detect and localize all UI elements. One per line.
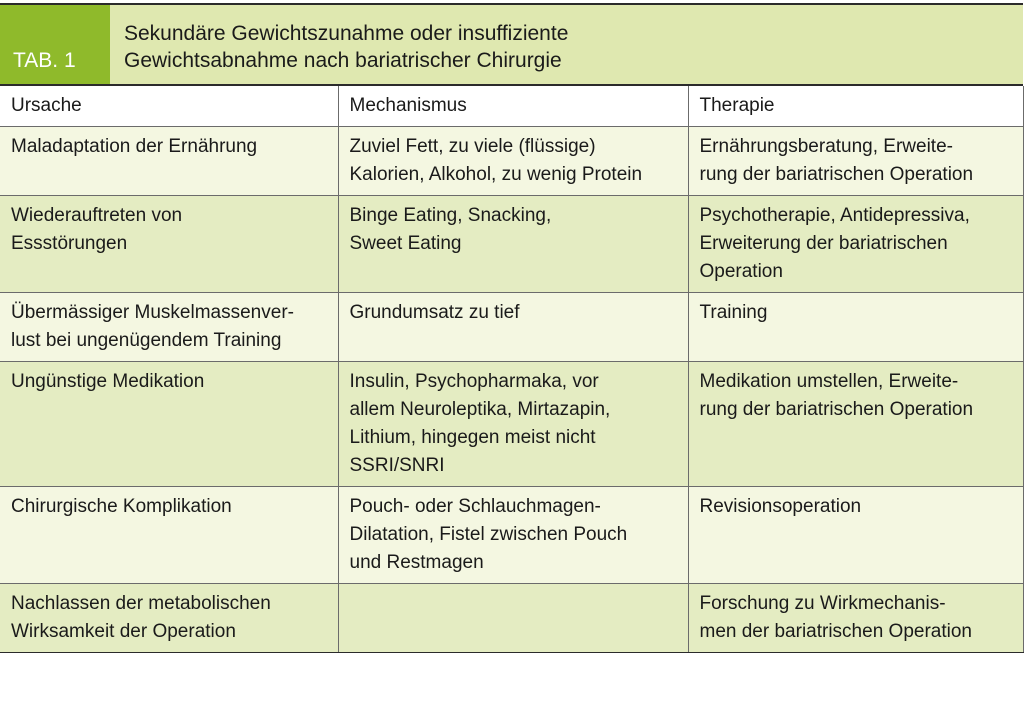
table-number-text: TAB. 1 [13, 49, 76, 72]
cell-text-line: rung der bariatrischen Operation [699, 164, 974, 185]
table-title-line: Gewichtsabnahme nach bariatrischer Chirurgie [124, 49, 562, 72]
cell-ursache [0, 487, 338, 584]
cell-text-line: Revisionsoperation [699, 496, 862, 517]
cell-therapie [688, 293, 1023, 362]
cell-text-line: Training [699, 302, 768, 323]
cell-ursache [0, 127, 338, 196]
table-container [0, 3, 1023, 653]
cell-mechanismus [338, 362, 688, 487]
cell-text-line: Wiederauftreten von [11, 205, 183, 226]
cell-text-line: Psychotherapie, Antidepressiva, [699, 205, 970, 226]
cell-text-line: Chirurgische Komplikation [11, 496, 232, 517]
table-row [0, 487, 1023, 584]
header-ursache: Ursache [0, 86, 338, 127]
cell-text-line: Sweet Eating [349, 233, 462, 254]
cell-text-line: Operation [699, 261, 783, 282]
cell-text-line: allem Neuroleptika, Mirtazapin, [349, 399, 611, 420]
cell-text-line: Pouch- oder Schlauchmagen- [349, 496, 601, 517]
cell-mechanismus [338, 196, 688, 293]
table-row [0, 293, 1023, 362]
cell-mechanismus [338, 293, 688, 362]
cell-text-line: Wirksamkeit der Operation [11, 621, 236, 642]
cell-mechanismus [338, 487, 688, 584]
cell-text-line: Forschung zu Wirkmechanis- [699, 593, 946, 614]
cell-text-line: Erweiterung der bariatrischen [699, 233, 948, 254]
cell-text-line: Insulin, Psychopharmaka, vor [349, 371, 599, 392]
cell-text-line: Grundumsatz zu tief [349, 302, 520, 323]
cell-text-line: lust bei ungenügendem Training [11, 330, 282, 351]
cell-mechanismus [338, 584, 688, 653]
cell-text-line: Binge Eating, Snacking, [349, 205, 552, 226]
data-table [0, 86, 1024, 653]
cell-ursache [0, 196, 338, 293]
table-row [0, 127, 1023, 196]
cell-text-line: Zuviel Fett, zu viele (flüssige) [349, 136, 596, 157]
cell-text-line: SSRI/SNRI [349, 455, 445, 476]
table-header-row [0, 86, 1023, 127]
cell-mechanismus [338, 127, 688, 196]
cell-text-line: Essstörungen [11, 233, 128, 254]
table-row [0, 196, 1023, 293]
cell-text-line: Nachlassen der metabolischen [11, 593, 271, 614]
cell-text-line: Übermässiger Muskelmassenver- [11, 302, 294, 323]
table-title-line: Sekundäre Gewichtszunahme oder insuffiziente [124, 22, 569, 45]
table-row [0, 584, 1023, 653]
table-title [110, 5, 1023, 84]
cell-therapie [688, 487, 1023, 584]
header-therapie: Therapie [688, 86, 1023, 127]
header-mechanismus: Mechanismus [338, 86, 688, 127]
cell-text-line: Medikation umstellen, Erweite- [699, 371, 959, 392]
cell-therapie [688, 127, 1023, 196]
cell-text-line: Ernährungsberatung, Erweite- [699, 136, 953, 157]
cell-text-line: und Restmagen [349, 552, 484, 573]
table-row [0, 362, 1023, 487]
cell-text-line: rung der bariatrischen Operation [699, 399, 974, 420]
cell-ursache [0, 293, 338, 362]
cell-text-line: Maladaptation der Ernährung [11, 136, 258, 157]
cell-therapie [688, 584, 1023, 653]
cell-ursache [0, 584, 338, 653]
cell-therapie [688, 362, 1023, 487]
table-number-label [0, 5, 110, 84]
cell-text-line: Ungünstige Medikation [11, 371, 205, 392]
cell-text-line: Lithium, hingegen meist nicht [349, 427, 596, 448]
cell-text-line: men der bariatrischen Operation [699, 621, 972, 642]
cell-ursache [0, 362, 338, 487]
cell-therapie [688, 196, 1023, 293]
cell-text-line: Dilatation, Fistel zwischen Pouch [349, 524, 628, 545]
table-title-bar [0, 3, 1023, 86]
cell-text-line: Kalorien, Alkohol, zu wenig Protein [349, 164, 643, 185]
